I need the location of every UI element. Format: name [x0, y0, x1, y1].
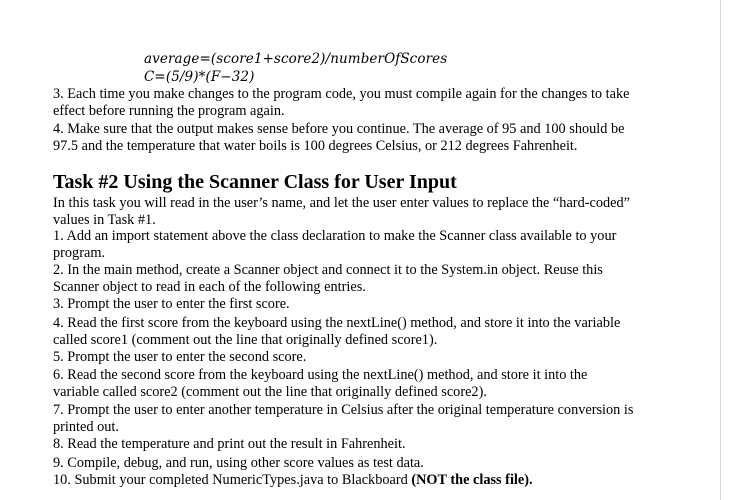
text-line: Scanner object to read in each of the following entries.	[53, 279, 366, 296]
task2-step-1	[53, 228, 703, 263]
task2-heading: Task #2 Using the Scanner Class for User Input	[53, 171, 457, 193]
task2-step-8	[53, 436, 703, 453]
formula-average: average=(score1+score2)/numberOfScores	[144, 51, 448, 67]
task2-step-6	[53, 367, 703, 402]
task2-step-10	[53, 472, 703, 489]
formula-celsius: C=(5/9)*(F−32)	[144, 69, 255, 85]
text-line: 1. Add an import statement above the class declaration to make the Scanner class available to your	[53, 228, 617, 244]
task2-step-3	[53, 296, 703, 313]
task2-step-5	[53, 349, 703, 366]
text-line: 4. Make sure that the output makes sense before you continue. The average of 95 and 100 should be	[53, 121, 625, 137]
step-3-compile	[53, 86, 703, 121]
text-line: 3. Each time you make changes to the program code, you must compile again for the changes to take	[53, 86, 630, 102]
task2-step-2	[53, 262, 703, 297]
text-line: 6. Read the second score from the keyboard using the nextLine() method, and store it into the	[53, 367, 588, 383]
task2-step-7	[53, 402, 703, 437]
text-line: In this task you will read in the user’s name, and let the user enter values to replace the “hard-coded”	[53, 195, 630, 211]
text-line: called score1 (comment out the line that originally defined score1).	[53, 332, 438, 349]
text-line: values in Task #1.	[53, 212, 156, 229]
text-line: 9. Compile, debug, and run, using other score values as test data.	[53, 455, 424, 471]
text-line: 4. Read the first score from the keyboard using the nextLine() method, and store it into the variable	[53, 315, 621, 331]
text-line: effect before running the program again.	[53, 103, 285, 120]
text-line: printed out.	[53, 419, 119, 436]
text-line: program.	[53, 245, 106, 262]
text-line: 7. Prompt the user to enter another temperature in Celsius after the original temperature conversion is	[53, 402, 634, 418]
page-right-edge	[720, 0, 721, 500]
text-line: 8. Read the temperature and print out the result in Fahrenheit.	[53, 436, 406, 452]
text-line: 2. In the main method, create a Scanner object and connect it to the System.in object. Reuse this	[53, 262, 603, 278]
task2-step-4	[53, 315, 703, 350]
text-line: 3. Prompt the user to enter the first score.	[53, 296, 290, 312]
text-line	[53, 472, 703, 489]
text-line: 97.5 and the temperature that water boils is 100 degrees Celsius, or 212 degrees Fahrenheit.	[53, 138, 578, 155]
step-text: 10. Submit your completed NumericTypes.java to Blackboard	[53, 472, 412, 488]
text-line: variable called score2 (comment out the line that originally defined score2).	[53, 384, 487, 401]
task2-intro	[53, 195, 703, 230]
task2-step-9	[53, 455, 703, 472]
step-emphasis: (NOT the class file).	[411, 472, 533, 488]
text-line: 5. Prompt the user to enter the second score.	[53, 349, 307, 365]
step-4-verify-output	[53, 121, 703, 156]
